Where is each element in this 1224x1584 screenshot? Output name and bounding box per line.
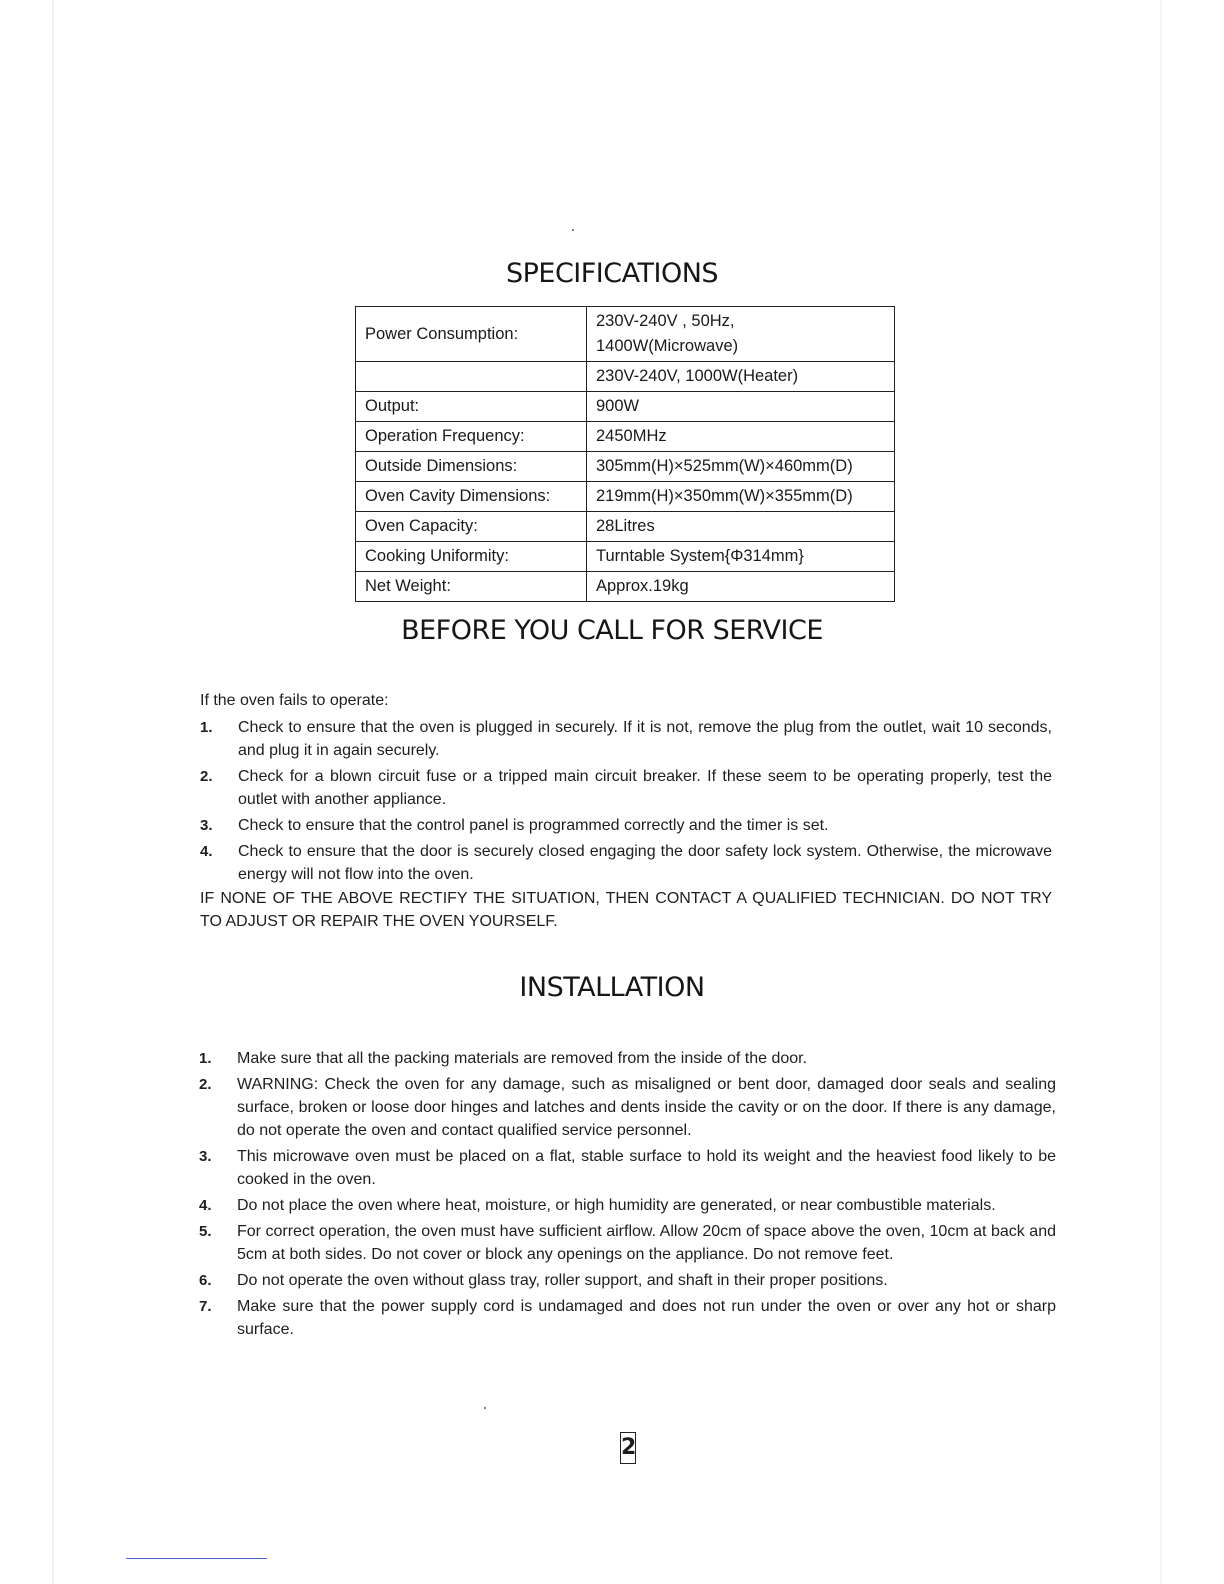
- item-number: 4.: [199, 1197, 212, 1214]
- list-item: [199, 1269, 1056, 1292]
- spec-label: Operation Frequency:: [356, 422, 587, 452]
- spec-value-line: Turntable System{Φ314mm}: [596, 547, 804, 565]
- page-number: 2: [620, 1432, 636, 1464]
- scan-page-edge: [1160, 0, 1162, 1584]
- item-number: 6.: [199, 1272, 212, 1289]
- spec-value: [587, 307, 895, 362]
- item-text: Check for a blown circuit fuse or a tripped main circuit breaker. If these seem to be operating properly, test the outlet with another appliance.: [238, 768, 1052, 808]
- spec-value: [587, 542, 895, 572]
- item-number: 7.: [199, 1298, 212, 1315]
- spec-row: [356, 422, 895, 452]
- installation-list: [199, 1047, 1056, 1344]
- spec-row: [356, 542, 895, 572]
- list-item: [199, 1194, 1056, 1217]
- item-text: Check to ensure that the oven is plugged in securely. If it is not, remove the plug from the outlet, wait 10 seconds, and plug it in again securely.: [238, 719, 1052, 759]
- item-text: Do not operate the oven without glass tray, roller support, and shaft in their proper positions.: [237, 1272, 888, 1289]
- item-text: Make sure that the power supply cord is undamaged and does not run under the oven or over any hot or sharp surface.: [237, 1298, 1056, 1338]
- spec-label: Net Weight:: [356, 572, 587, 602]
- item-text: WARNING: Check the oven for any damage, such as misaligned or bent door, damaged door seals and sealing surface, broken or loose door hinges and latches and dents inside the cavity or on the door. If there is any damage, do not operate the oven and contact qualified service personnel.: [237, 1076, 1056, 1139]
- spec-value: [587, 452, 895, 482]
- spec-value: [587, 362, 895, 392]
- item-number: 3.: [200, 817, 213, 834]
- spec-value-line: 219mm(H)×350mm(W)×355mm(D): [596, 487, 853, 505]
- spec-label: Cooking Uniformity:: [356, 542, 587, 572]
- spec-label: Power Consumption:: [356, 307, 587, 362]
- item-text: Do not place the oven where heat, moisture, or high humidity are generated, or near combustible materials.: [237, 1197, 996, 1214]
- spec-row: [356, 362, 895, 392]
- spec-value-line: 230V-240V, 1000W(Heater): [596, 367, 799, 385]
- spec-value: [587, 392, 895, 422]
- installation-heading: INSTALLATION: [519, 972, 705, 1003]
- spec-value-line: 305mm(H)×525mm(W)×460mm(D): [596, 457, 853, 475]
- list-item: [200, 765, 1052, 811]
- item-text: Make sure that all the packing materials are removed from the inside of the door.: [237, 1050, 808, 1067]
- spec-label: Oven Capacity:: [356, 512, 587, 542]
- list-item: [199, 1073, 1056, 1142]
- item-text: Check to ensure that the control panel is programmed correctly and the timer is set.: [238, 817, 829, 834]
- item-text: For correct operation, the oven must have sufficient airflow. Allow 20cm of space above the oven, 10cm at back and 5cm at both sides. Do not cover or block any openings on the appliance. Do not remove feet.: [237, 1223, 1056, 1263]
- spec-row: [356, 307, 895, 362]
- item-text: This microwave oven must be placed on a flat, stable surface to hold its weight and the heaviest food likely to be cooked in the oven.: [237, 1148, 1056, 1188]
- item-number: 2.: [200, 768, 213, 785]
- item-number: 2.: [199, 1076, 212, 1093]
- list-item: [199, 1145, 1056, 1191]
- list-item: [200, 840, 1052, 886]
- list-item: [199, 1220, 1056, 1266]
- spec-value-line: 1400W(Microwave): [596, 337, 739, 355]
- spec-value: [587, 422, 895, 452]
- spec-value-line: 2450MHz: [596, 427, 667, 445]
- spec-label: Oven Cavity Dimensions:: [356, 482, 587, 512]
- specifications-table: [355, 306, 895, 602]
- spec-value-line: Approx.19kg: [596, 577, 689, 595]
- specifications-heading: SPECIFICATIONS: [505, 258, 719, 289]
- spec-value-line: 230V-240V , 50Hz,: [596, 312, 735, 330]
- scan-page-edge: [52, 0, 54, 1584]
- item-number: 4.: [200, 843, 213, 860]
- spec-value-line: 28Litres: [596, 517, 655, 535]
- spec-value: [587, 482, 895, 512]
- item-number: 1.: [200, 719, 213, 736]
- spec-row: [356, 482, 895, 512]
- spec-label: [356, 362, 587, 392]
- service-warning: IF NONE OF THE ABOVE RECTIFY THE SITUATION, THEN CONTACT A QUALIFIED TECHNICIAN. DO NOT TRY TO ADJUST OR REPAIR THE OVEN YOURSELF.: [200, 890, 1052, 930]
- service-intro: If the oven fails to operate:: [200, 692, 389, 709]
- list-item: [200, 716, 1052, 762]
- spec-row: [356, 392, 895, 422]
- list-item: [199, 1295, 1056, 1341]
- service-heading: BEFORE YOU CALL FOR SERVICE: [401, 615, 823, 646]
- spec-row: [356, 512, 895, 542]
- spec-row: [356, 572, 895, 602]
- item-text: Check to ensure that the door is securely closed engaging the door safety lock system. Otherwise, the microwave energy will not flow into the oven.: [238, 843, 1052, 883]
- spec-value: [587, 512, 895, 542]
- spec-value: [587, 572, 895, 602]
- list-item: [199, 1047, 1056, 1070]
- service-checklist: [200, 716, 1052, 889]
- spec-value-line: 900W: [596, 397, 640, 415]
- item-number: 1.: [199, 1050, 212, 1067]
- scan-speck: [572, 229, 574, 231]
- spec-label: Outside Dimensions:: [356, 452, 587, 482]
- spec-label: Output:: [356, 392, 587, 422]
- scan-speck: [484, 1407, 486, 1409]
- item-number: 3.: [199, 1148, 212, 1165]
- footer-rule: [126, 1558, 267, 1559]
- list-item: [200, 814, 1052, 837]
- spec-row: [356, 452, 895, 482]
- item-number: 5.: [199, 1223, 212, 1240]
